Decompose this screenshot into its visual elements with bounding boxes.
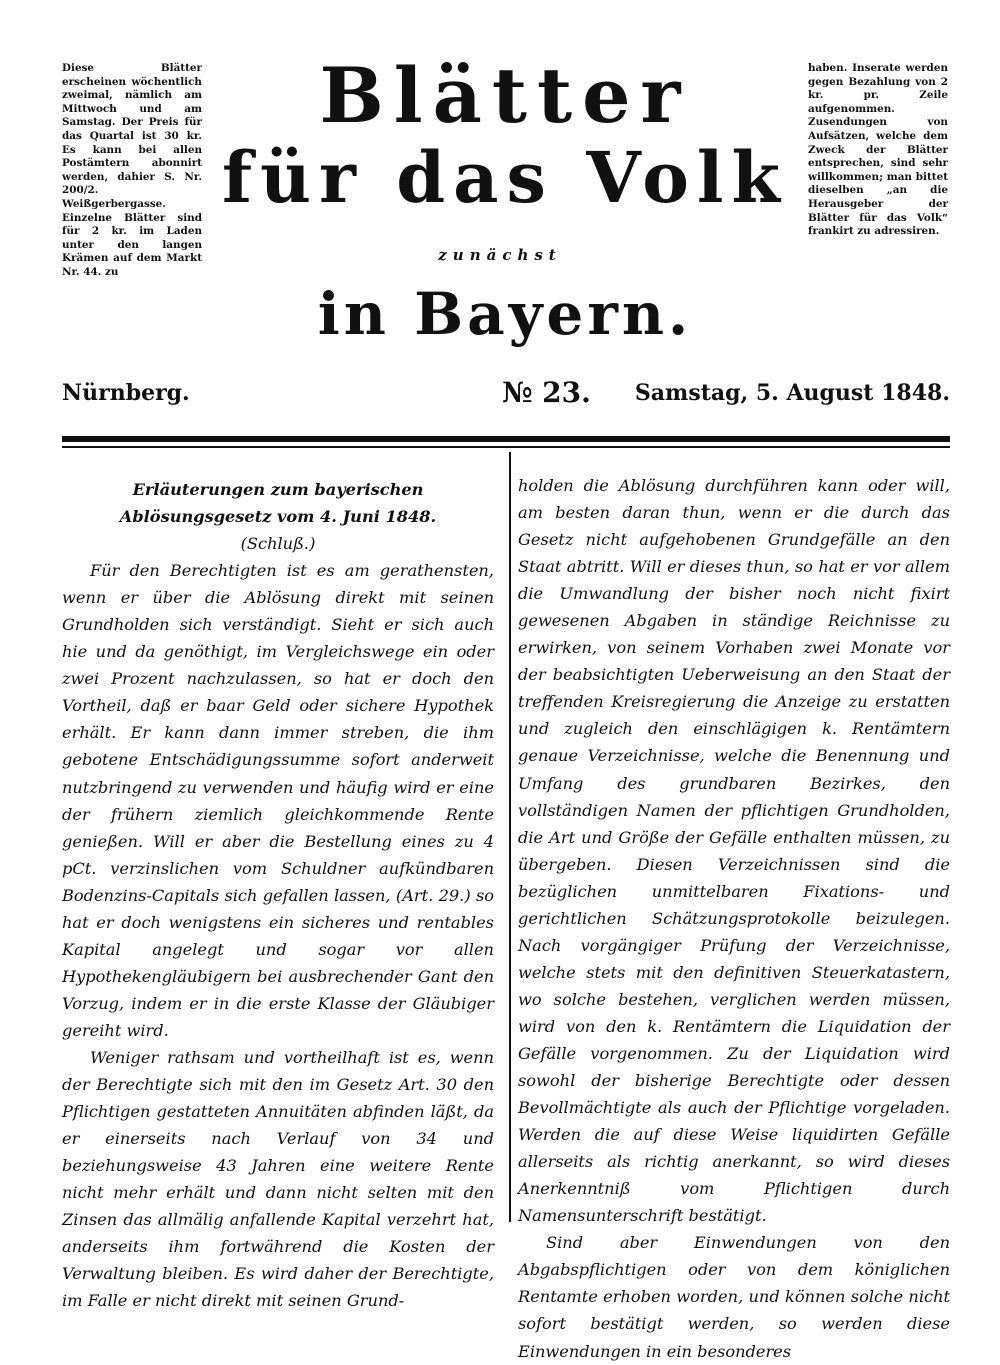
masthead-line-3: zunächst xyxy=(438,246,562,264)
paragraph: Sind aber Einwendungen von den Abgabspflichtigen oder von dem königlichen Rentamte erhoben worden, und können solche nicht sofort bestätigt werden, so werden diese Einwendungen in ein besonderes xyxy=(518,1233,950,1361)
paragraph: Für den Berechtigten ist es am gerathensten, wenn er über die Ablösung direkt mit seinen Grundholden sich verständigt. Sieht er sich auch hie und da genöthigt, im Vergleichswege ein oder zwei Prozent nachzulassen, so hat er doch den Vortheil, daß er baar Geld oder sichere Hypothek erhält. Er kann dann immer streben, die ihm gebotene Entschädigungssumme sofort anderweit nutzbringend zu verwenden und häufig wird er eine der frühern ziemlich gleichkommende Rente genießen. Will er aber die Bestellung eines zu 4 pCt. verzinslichen vom Schuldner aufkündbaren Bodenzins-Capitals sich gefallen lassen, (Art. 29.) so hat er doch wenigstens ein sicheres und rentables Kapital angelegt und sogar vor allen Hypothekengläubigern bei ausbrechender Gant den Vorzug, indem er in die erste Klasse der Gläubiger gereiht wird. xyxy=(62,561,494,1040)
issue-number: № 23. xyxy=(502,376,591,409)
header-rule-thick xyxy=(62,436,950,442)
dateline-place: Nürnberg. xyxy=(62,380,190,406)
article-title: Erläuterungen zum bayerischen Ablösungsgesetz vom 4. Juni 1848. xyxy=(119,480,437,527)
column-divider xyxy=(509,452,511,1222)
column-right xyxy=(518,462,950,1365)
header-rule-thin xyxy=(62,446,950,448)
paragraph: holden die Ablösung durchführen kann oder will, am besten daran thun, wenn er die durch das Gesetz nicht aufgehobenen Grundgefälle an den Staat abtritt. Will er dieses thun, so hat er vor allem die Umwandlung der bisher noch nicht fixirt gewesenen Abgaben in ständige Reichnisse zu erwirken, von seinem Vorhaben zwei Monate vor der beabsichtigten Ueberweisung an den Staat der treffenden Kreisregierung die Anzeige zu erstatten und zugleich den einschlägigen k. Rentämtern genaue Verzeichnisse, welche die Benennung und Umfang des grundbaren Bezirkes, den vollständigen Namen der pflichtigen Grundholden, die Art und Größe der Gefälle enthalten müssen, zu übergeben. Diesen Verzeichnissen sind die bezüglichen unmittelbaren Fixations- und gerichtlichen Schätzungsprotokolle beizulegen. Nach vorgängiger Prüfung der Verzeichnisse, welche stets mit den definitiven Steuerkatastern, wo solche bestehen, verglichen werden müssen, wird von den k. Rentämtern die Liquidation der Gefälle vorgenommen. Zu der Liquidation wird sowohl der bisherige Berechtigte oder dessen Bevollmächtigte als auch der Pflichtige vorgeladen. Werden die auf diese Weise liquidirten Gefälle allerseits als richtig anerkannt, so wird dieses Anerkenntniß vom Pflichtigen durch Namensunterschrift bestätigt. xyxy=(518,476,950,1226)
masthead-line-1: Blätter xyxy=(319,51,691,140)
subscription-note: Diese Blätter erscheinen wöchentlich zweimal, nämlich am Mittwoch und am Samstag. Der Preis für das Quartal ist 30 kr. Es kann bei allen Postämtern abonnirt werden, dahier S. Nr. 200/2. Weißgerbergasse. Einzelne Blätter sind für 2 kr. im Laden unter den langen Krämen auf dem Markt Nr. 44. zu xyxy=(62,62,202,278)
column-left xyxy=(62,462,494,1314)
paragraph: Weniger rathsam und vortheilhaft ist es, wenn der Berechtigte sich mit den im Gesetz Art. 30 den Pflichtigen gestatteten Annuitäten abfinden läßt, da er einerseits nach Verlauf von 34 und beziehungsweise 43 Jahren eine weitere Rente nicht mehr erhält und dann nicht selten mit den Zinsen das allmälig anfallende Kapital verzehrt hat, anderseits ihm fortwährend die Kosten der Verwaltung bleiben. Es wird daher der Berechtigte, im Falle er nicht direkt mit seinen Grund- xyxy=(62,1047,494,1311)
dateline xyxy=(62,376,950,410)
advertising-note: haben. Inserate werden gegen Bezahlung von 2 kr. pr. Zeile aufgenommen. Zusendungen von Aufsätzen, welche dem Zweck der Blätter entsprechen, sind sehr willkommen; man bittet dieselben „an die Herausgeber der Blätter für das Volk“ frankirt zu adressiren. xyxy=(808,62,948,238)
masthead-line-2: für das Volk xyxy=(221,136,788,219)
issue-date: Samstag, 5. August 1848. xyxy=(634,380,950,406)
masthead-line-4: in Bayern. xyxy=(317,280,693,348)
article-subtitle: (Schluß.) xyxy=(240,534,316,554)
